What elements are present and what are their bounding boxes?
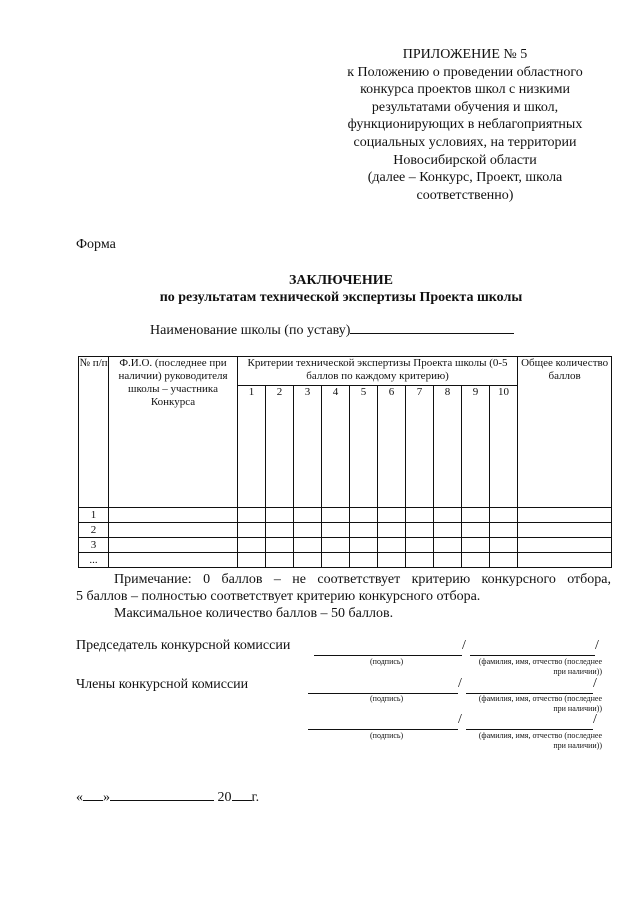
table-cell[interactable]: [266, 523, 294, 538]
name-caption-line1: (фамилия, имя, отчество (последнее: [478, 731, 602, 740]
name-caption: [470, 657, 602, 677]
table-row: [79, 523, 612, 538]
name-caption-line2: при наличии)): [553, 741, 602, 750]
table-cell[interactable]: [434, 523, 462, 538]
criterion-number: 4: [322, 386, 350, 508]
appendix-line: социальных условиях, на территории: [353, 134, 577, 150]
table-cell[interactable]: [406, 538, 434, 553]
table-cell[interactable]: [378, 508, 406, 523]
table-cell[interactable]: [109, 508, 238, 523]
member2-name-line[interactable]: [466, 729, 593, 730]
table-cell[interactable]: [462, 523, 490, 538]
table-cell[interactable]: [490, 523, 518, 538]
date-year-blank[interactable]: [232, 799, 252, 801]
table-cell[interactable]: [109, 538, 238, 553]
row-number: 3: [79, 538, 109, 553]
header-name: Ф.И.О. (последнее при наличии) руководителя школы – участника Конкурса: [109, 357, 238, 508]
slash-separator: /: [458, 676, 462, 691]
date-year-prefix: 20: [217, 790, 232, 805]
table-cell[interactable]: [518, 538, 612, 553]
table-cell[interactable]: [378, 538, 406, 553]
school-name-blank[interactable]: [350, 332, 514, 334]
appendix-line: конкурса проектов школ с низкими: [360, 82, 570, 98]
table-row: [79, 508, 612, 523]
table-cell[interactable]: [294, 538, 322, 553]
criterion-number: 7: [406, 386, 434, 508]
table-cell[interactable]: [266, 553, 294, 568]
note-block: [76, 571, 611, 622]
signature-caption: (подпись): [370, 694, 404, 703]
table-cell[interactable]: [406, 553, 434, 568]
row-number: 1: [79, 508, 109, 523]
table-cell[interactable]: [294, 553, 322, 568]
document-title: [0, 272, 640, 306]
table-cell[interactable]: [322, 523, 350, 538]
note-line3: Максимальное количество баллов – 50 баллов.: [114, 606, 394, 621]
criterion-number: 8: [434, 386, 462, 508]
table-cell[interactable]: [378, 523, 406, 538]
header-num: № п/п: [79, 357, 109, 508]
table-cell[interactable]: [434, 553, 462, 568]
table-cell[interactable]: [238, 508, 266, 523]
row-number: ...: [79, 553, 109, 568]
table-cell[interactable]: [350, 553, 378, 568]
table-cell[interactable]: [350, 508, 378, 523]
appendix-header: [330, 46, 600, 204]
table-cell[interactable]: [406, 523, 434, 538]
row-number: 2: [79, 523, 109, 538]
date-open-quote: «: [76, 790, 83, 805]
table-cell[interactable]: [490, 508, 518, 523]
table-cell[interactable]: [350, 538, 378, 553]
appendix-line: соответственно): [416, 187, 514, 203]
criterion-number: 6: [378, 386, 406, 508]
name-caption-line2: при наличии)): [553, 667, 602, 676]
signature-caption: (подпись): [370, 731, 404, 740]
appendix-line: (далее – Конкурс, Проект, школа: [367, 170, 563, 186]
table-cell[interactable]: [434, 538, 462, 553]
table-cell[interactable]: [294, 508, 322, 523]
expertise-table: [78, 356, 612, 568]
appendix-line: результатами обучения и школ,: [371, 99, 559, 115]
table-cell[interactable]: [238, 553, 266, 568]
name-caption: [470, 731, 602, 751]
slash-separator: /: [595, 638, 599, 653]
criterion-number: 3: [294, 386, 322, 508]
table-cell[interactable]: [266, 538, 294, 553]
table-row: [79, 553, 612, 568]
slash-separator: /: [593, 676, 597, 691]
table-cell[interactable]: [462, 508, 490, 523]
members-label: Члены конкурсной комиссии: [76, 677, 249, 692]
criterion-number: 2: [266, 386, 294, 508]
table-cell[interactable]: [406, 508, 434, 523]
appendix-line: функционирующих в неблагоприятных: [347, 117, 583, 133]
chairman-label: Председатель конкурсной комиссии: [76, 638, 291, 653]
table-cell[interactable]: [462, 553, 490, 568]
criterion-number: 5: [350, 386, 378, 508]
table-cell[interactable]: [518, 553, 612, 568]
table-cell[interactable]: [266, 508, 294, 523]
date-close-quote: »: [103, 790, 110, 805]
table-cell[interactable]: [518, 523, 612, 538]
title-line1: ЗАКЛЮЧЕНИЕ: [288, 273, 394, 288]
table-cell[interactable]: [109, 553, 238, 568]
date-day-blank[interactable]: [83, 799, 103, 801]
criterion-number: 1: [238, 386, 266, 508]
criterion-number: 9: [462, 386, 490, 508]
appendix-line: ПРИЛОЖЕНИЕ № 5: [402, 47, 528, 62]
form-label: Форма: [76, 237, 116, 252]
chairman-signature-line[interactable]: [314, 655, 462, 656]
name-caption-line1: (фамилия, имя, отчество (последнее: [478, 657, 602, 666]
member2-signature-line[interactable]: [308, 729, 458, 730]
school-name-row: [150, 323, 514, 339]
table-cell[interactable]: [350, 523, 378, 538]
slash-separator: /: [462, 638, 466, 653]
criterion-number: 10: [490, 386, 518, 508]
table-cell[interactable]: [322, 508, 350, 523]
table-cell[interactable]: [518, 508, 612, 523]
table-cell[interactable]: [322, 538, 350, 553]
table-cell[interactable]: [490, 538, 518, 553]
note-line1: Примечание: 0 баллов – не соответствует критерию конкурсного отбора,: [114, 572, 611, 587]
date-row: [76, 790, 259, 806]
school-name-label: Наименование школы (по уставу): [150, 323, 351, 338]
table-cell[interactable]: [434, 508, 462, 523]
table-cell[interactable]: [238, 523, 266, 538]
title-line2: по результатам технической экспертизы Проекта школы: [159, 290, 523, 305]
table-cell[interactable]: [322, 553, 350, 568]
table-cell[interactable]: [109, 523, 238, 538]
note-line2: 5 баллов – полностью соответствует критерию конкурсного отбора.: [76, 589, 481, 604]
appendix-line: к Положению о проведении областного: [347, 64, 583, 80]
name-caption-line1: (фамилия, имя, отчество (последнее: [478, 694, 602, 703]
header-total: Общее количество баллов: [518, 357, 612, 508]
date-month-blank[interactable]: [110, 799, 214, 801]
slash-separator: /: [458, 712, 462, 727]
table-cell[interactable]: [294, 523, 322, 538]
header-criteria: Критерии технической экспертизы Проекта школы (0-5 баллов по каждому критерию): [238, 357, 518, 386]
table-cell[interactable]: [238, 538, 266, 553]
table-cell[interactable]: [378, 553, 406, 568]
table-cell[interactable]: [490, 553, 518, 568]
chairman-name-line[interactable]: [470, 655, 595, 656]
name-caption-line2: при наличии)): [553, 704, 602, 713]
signature-caption: (подпись): [370, 657, 404, 666]
table-row: [79, 538, 612, 553]
table-cell[interactable]: [462, 538, 490, 553]
appendix-line: Новосибирской области: [393, 152, 537, 168]
name-caption: [470, 694, 602, 714]
date-year-suffix: г.: [251, 790, 260, 805]
slash-separator: /: [593, 712, 597, 727]
